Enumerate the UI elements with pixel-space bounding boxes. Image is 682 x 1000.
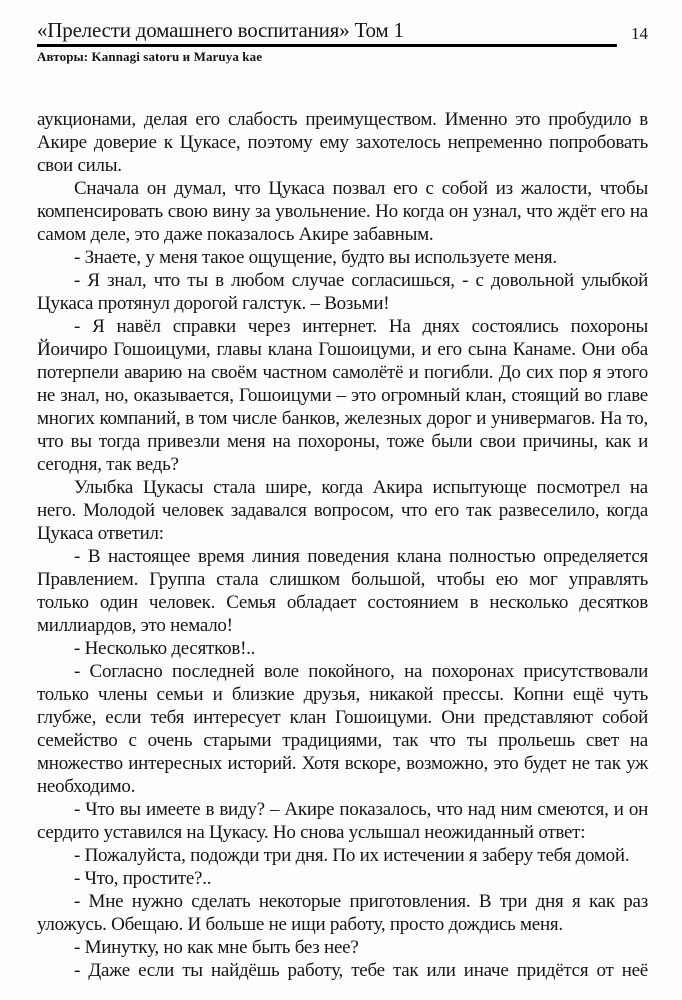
paragraph: - Я знал, что ты в любом случае согласишься, - с довольной улыбкой Цукаса протянул дорогой галстук. – Возьми! xyxy=(37,270,648,314)
body-text xyxy=(37,108,648,982)
paragraph: - Что, простите?.. xyxy=(74,868,212,889)
paragraph: - Я навёл справки через интернет. На днях состоялись похороны Йоичиро Гошоицуми, главы клана Гошоицуми, и его сына Канаме. Они оба потерпели аварию на своём частном самолётё и погибли. До сих пор я этого не знал, но, оказывается, Гошоицуми – это огромный клан, стоящий во главе многих компаний, в том числе банков, железных дорог и универмагов. На то, что вы тогда привезли меня на похороны, тоже были свои причины, как и сегодня, так ведь? xyxy=(37,316,648,475)
paragraph: - Пожалуйста, подожди три дня. По их истечении я заберу тебя домой. xyxy=(74,845,630,866)
paragraph: Улыбка Цукасы стала шире, когда Акира испытующе посмотрел на него. Молодой человек задавался вопросом, что его так развеселило, когда Цукаса ответил: xyxy=(37,477,648,544)
paragraph: - Знаете, у меня такое ощущение, будто вы используете меня. xyxy=(74,247,557,268)
paragraph: - Мне нужно сделать некоторые приготовления. В три дня я как раз уложусь. Обещаю. И больше не ищи работу, просто дождись меня. xyxy=(37,891,648,935)
paragraph: - Что вы имеете в виду? – Акире показалось, что над ним смеются, и он сердито уставился на Цукасу. Но снова услышал неожиданный ответ: xyxy=(37,799,648,843)
paragraph: - Несколько десятков!.. xyxy=(74,638,256,659)
paragraph: - Минутку, но как мне быть без нее? xyxy=(74,937,359,958)
header-row xyxy=(37,18,648,47)
paragraph: Сначала он думал, что Цукаса позвал его с собой из жалости, чтобы компенсировать свою вину за увольнение. Но когда он узнал, что ждёт его на самом деле, это даже показалось Акире забавным. xyxy=(37,178,648,245)
paragraph: - В настоящее время линия поведения клана полностью определяется Правлением. Группа стала слишком большой, чтобы ею мог управлять только один человек. Семья обладает состоянием в несколько десятков миллиардов, это немало! xyxy=(37,546,648,636)
page-title: «Прелести домашнего воспитания» Том 1 xyxy=(37,18,404,42)
paragraph: аукционами, делая его слабость преимуществом. Именно это пробудило в Акире доверие к Цукасе, поэтому ему захотелось непременно попробовать свои силы. xyxy=(37,109,648,176)
paragraph: - Согласно последней воле покойного, на похоронах присутствовали только члены семьи и близкие друзья, никакой прессы. Копни ещё чуть глубже, если тебя интересует клан Гошоицуми. Они представляют собой семейство с очень старыми традициями, так что ты прольешь свет на множество интересных историй. Хотя вскоре, возможно, это будет не так уж необходимо. xyxy=(37,661,648,797)
paragraph: - Даже если ты найдёшь работу, тебе так или иначе придётся от неё xyxy=(74,960,648,981)
page-number: 14 xyxy=(631,24,648,43)
page-header xyxy=(37,18,648,65)
title-underline-rule xyxy=(37,18,617,47)
authors-line: Авторы: Kannagi satoru и Maruya kae xyxy=(37,49,263,64)
